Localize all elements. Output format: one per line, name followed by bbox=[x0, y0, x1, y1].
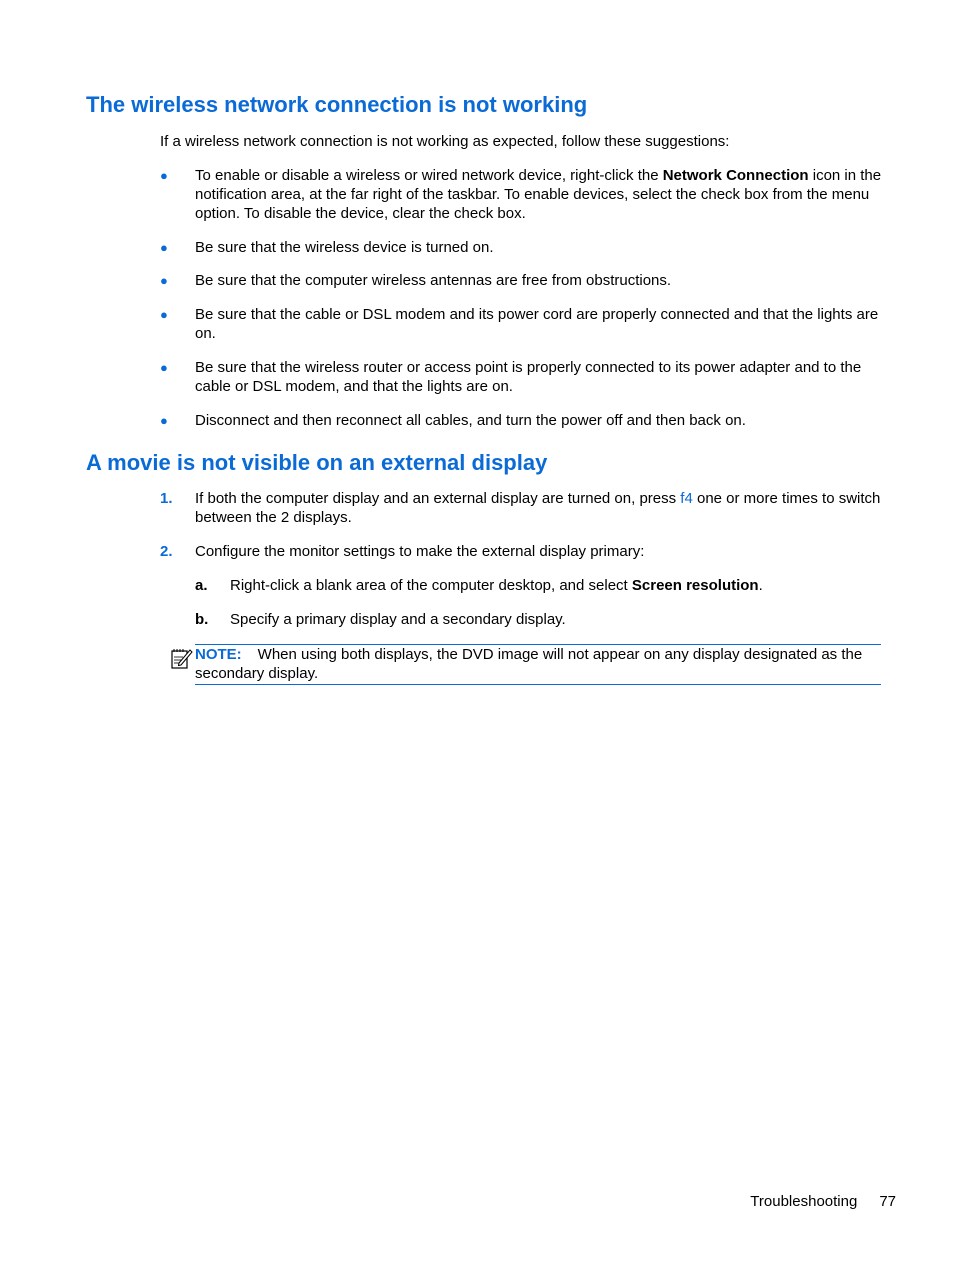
substep-item bbox=[195, 576, 882, 595]
bullet-item bbox=[160, 358, 882, 396]
note-pad-icon bbox=[170, 646, 194, 670]
step-number: 2. bbox=[160, 543, 173, 560]
bullet-dot: ● bbox=[160, 240, 168, 255]
bullet-dot: ● bbox=[160, 168, 168, 183]
screen-resolution-term: Screen resolution bbox=[631, 577, 759, 594]
bullet-item bbox=[160, 238, 882, 257]
bullet-dot: ● bbox=[160, 307, 168, 322]
bullet-dot: ● bbox=[160, 413, 168, 428]
bullet-item bbox=[160, 166, 882, 223]
step-text: Configure the monitor settings to make the external display primary: bbox=[195, 543, 645, 560]
bullet-item bbox=[160, 305, 882, 343]
bullet-text: Be sure that the wireless device is turned on. bbox=[195, 239, 494, 256]
step-number: 1. bbox=[160, 490, 173, 507]
substep-letter: b. bbox=[195, 611, 209, 628]
note-text: When using both displays, the DVD image will not appear on any display designated as the secondary display. bbox=[195, 646, 863, 682]
bullet-text: Be sure that the wireless router or access point is properly connected to its power adapter and to the cable or DSL modem, and that the lights are on. bbox=[195, 359, 862, 395]
section-heading-movie: A movie is not visible on an external display bbox=[86, 450, 548, 475]
bullet-item bbox=[160, 271, 882, 290]
bullet-text: To enable or disable a wireless or wired network device, right-click the Network Connection icon in the notification area, at the far right of the taskbar. To enable devices, select the check box from the menu option. To disable the device, clear the check box. bbox=[195, 167, 882, 222]
note-label: NOTE: bbox=[195, 646, 242, 663]
step-item bbox=[160, 489, 882, 527]
bullet-item bbox=[160, 411, 882, 430]
footer-section-title: Troubleshooting bbox=[750, 1193, 858, 1210]
substep-text: Specify a primary display and a secondary display. bbox=[230, 611, 566, 628]
substep-letter: a. bbox=[195, 577, 208, 594]
page-number: 77 bbox=[879, 1193, 896, 1210]
step-text: If both the computer display and an external display are turned on, press f4 one or more times to switch between the 2 displays. bbox=[195, 490, 881, 526]
step-item bbox=[160, 542, 882, 561]
f4-key: f4 bbox=[680, 490, 693, 507]
substep-text: Right-click a blank area of the computer desktop, and select Screen resolution. bbox=[230, 577, 763, 594]
bullet-dot: ● bbox=[160, 273, 168, 288]
bullet-text: Be sure that the computer wireless antennas are free from obstructions. bbox=[195, 272, 672, 289]
page-footer bbox=[750, 1192, 896, 1211]
note-box bbox=[195, 644, 881, 685]
network-connection-term: Network Connection bbox=[662, 167, 809, 184]
substep-item bbox=[195, 610, 882, 629]
section-heading-wireless: The wireless network connection is not working bbox=[86, 92, 588, 117]
intro-paragraph: If a wireless network connection is not working as expected, follow these suggestions: bbox=[160, 133, 730, 150]
bullet-text: Disconnect and then reconnect all cables, and turn the power off and then back on. bbox=[195, 412, 746, 429]
bullet-text: Be sure that the cable or DSL modem and its power cord are properly connected and that the lights are on. bbox=[195, 306, 879, 342]
bullet-dot: ● bbox=[160, 360, 168, 375]
